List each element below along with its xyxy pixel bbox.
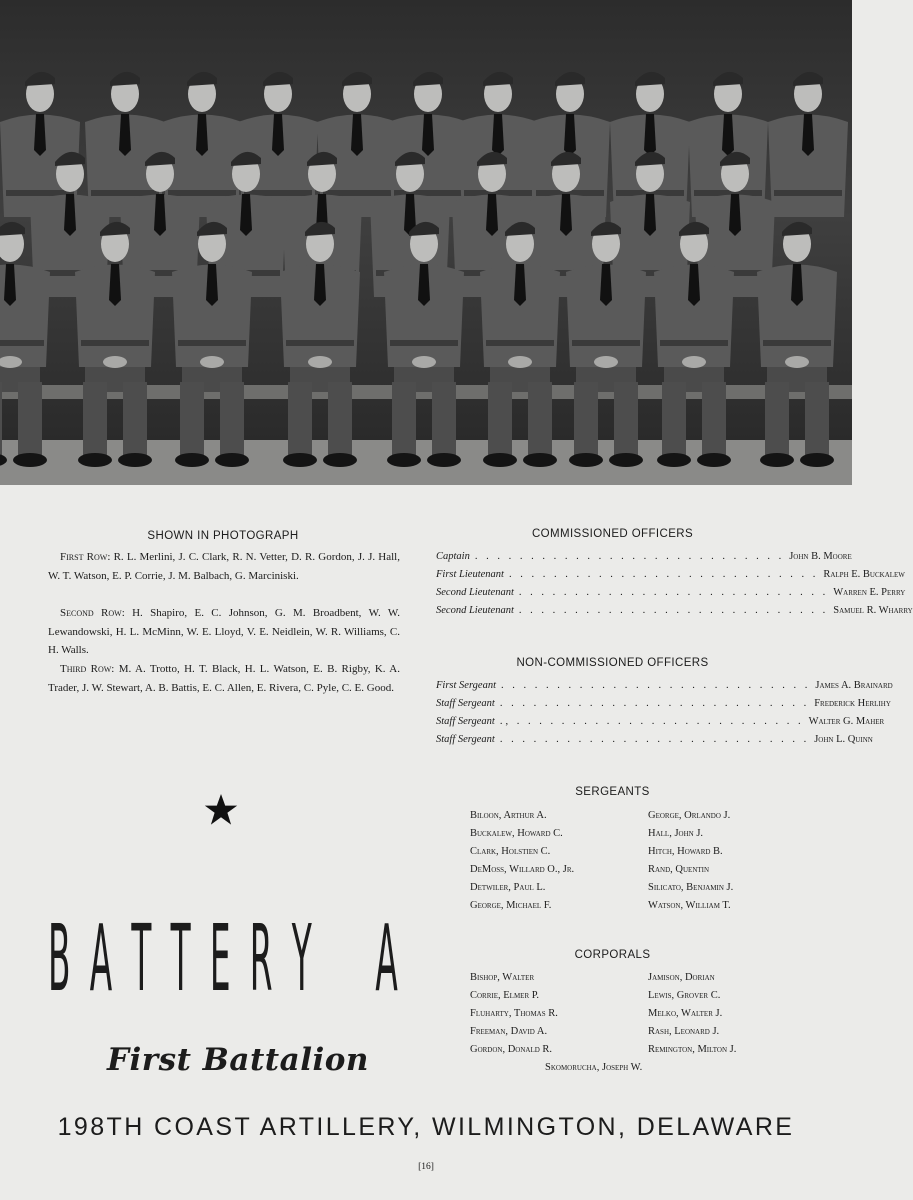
- leader-dots: . . . . . . . . . . . . . . . . . . . . . . . . . . . .: [508, 569, 819, 580]
- title-letter: A: [89, 906, 113, 1013]
- list-item: Biloon, Arthur A.: [470, 810, 547, 821]
- list-item: Corrie, Elmer P.: [470, 990, 540, 1001]
- title-letter: Y: [291, 906, 312, 1013]
- leader-dots: . . . . . . . . . . . . . . . . . . . . . . . . . . . .: [518, 605, 829, 616]
- second-row-label: Second Row:: [60, 607, 125, 619]
- third-row-label: Third Row:: [60, 663, 115, 675]
- title-letter: T: [131, 906, 152, 1013]
- list-item: Freeman, David A.: [470, 1026, 548, 1037]
- list-item: Bishop, Walter: [470, 972, 535, 983]
- list-item: Fluharty, Thomas R.: [470, 1008, 558, 1019]
- rank-title: Staff Sergeant: [436, 698, 495, 709]
- leader-dots: . . . . . . . . . . . . . . . . . . . . . . . . . . . .: [499, 734, 810, 745]
- officer-name: Samuel R. Wharry: [833, 605, 913, 616]
- second-row-names: H. Shapiro, E. C. Johnson, G. M. Broadbent, W. W. Lewandowski, H. L. McMinn, W. E. Lloyd, V. E. Neidlein, W. R. Williams, C. H. Walls.: [48, 607, 400, 656]
- non-commissioned-officers-heading: NON-COMMISSIONED OFFICERS: [516, 657, 709, 669]
- leader-dots: . . . . . . . . . . . . . . . . . . . . . . . . . . . .: [518, 587, 829, 598]
- officer-name: Warren E. Perry: [833, 587, 906, 598]
- rank-title: Staff Sergeant: [436, 734, 495, 745]
- group-photograph: [0, 0, 852, 485]
- commissioned-officers-heading: COMMISSIONED OFFICERS: [531, 528, 694, 540]
- roster-entry: [436, 698, 891, 716]
- battery-a-title: [48, 906, 398, 1013]
- title-letter: T: [170, 906, 191, 1013]
- sergeants-right-column: [648, 810, 733, 918]
- list-item: Melko, Walter J.: [648, 1008, 723, 1019]
- list-item: Watson, William T.: [648, 900, 731, 911]
- corporals-left-column: [470, 972, 558, 1062]
- sergeants-left-column: [470, 810, 574, 918]
- officer-name: James A. Brainard: [815, 680, 893, 691]
- third-row-names: M. A. Trotto, H. T. Black, H. L. Watson, E. B. Rigby, K. A. Trader, J. W. Stewart, A. B. Battis, E. C. Allen, E. Rivera, C. Pyle, C. E. Good.: [48, 663, 400, 694]
- officer-name: John L. Quinn: [814, 734, 873, 745]
- second-row-caption: [48, 604, 400, 660]
- roster-entry: [436, 716, 885, 734]
- list-item: Clark, Holstien C.: [470, 846, 551, 857]
- unit-footer-title: 198TH COAST ARTILLERY, WILMINGTON, DELAWARE: [57, 1113, 795, 1141]
- list-item: George, Michael F.: [470, 900, 552, 911]
- roster-entry: [436, 734, 873, 752]
- corporals-heading: CORPORALS: [574, 949, 651, 961]
- commissioned-officers-list: [436, 551, 913, 623]
- officer-name: John B. Moore: [789, 551, 852, 562]
- list-item: Hall, John J.: [648, 828, 704, 839]
- list-item: Buckalew, Howard C.: [470, 828, 563, 839]
- soldier-figure: [162, 72, 242, 217]
- page-number: [16]: [418, 1162, 434, 1172]
- list-item: Lewis, Grover C.: [648, 990, 721, 1001]
- rank-title: Second Lieutenant: [436, 605, 514, 616]
- list-item: Remington, Milton J.: [648, 1044, 737, 1055]
- sergeants-heading: SERGEANTS: [575, 786, 650, 798]
- rank-title: Second Lieutenant: [436, 587, 514, 598]
- list-item: Detwiler, Paul L.: [470, 882, 546, 893]
- list-item: Hitch, Howard B.: [648, 846, 723, 857]
- soldier-figure: [768, 72, 848, 217]
- roster-entry: [436, 605, 913, 623]
- list-item: Gordon, Donald R.: [470, 1044, 553, 1055]
- leader-dots: ., . . . . . . . . . . . . . . . . . . . . . . . . . .: [499, 716, 804, 727]
- corporals-last-entry: Skomorucha, Joseph W.: [545, 1062, 643, 1073]
- list-item: Rash, Leonard J.: [648, 1026, 720, 1037]
- officer-name: Ralph E. Buckalew: [823, 569, 905, 580]
- list-item: Silicato, Benjamin J.: [648, 882, 734, 893]
- title-letter: [331, 912, 356, 1006]
- leader-dots: . . . . . . . . . . . . . . . . . . . . . . . . . . . .: [500, 680, 811, 691]
- third-row-caption: [48, 660, 400, 697]
- title-letter: B: [48, 906, 71, 1013]
- officer-name: Walter G. Maher: [808, 716, 885, 727]
- title-letter: E: [209, 906, 231, 1013]
- photo-figures: [0, 0, 852, 485]
- roster-entry: [436, 680, 893, 698]
- corporals-right-column: [648, 972, 736, 1062]
- list-item: Rand, Quentin: [648, 864, 710, 875]
- rank-title: Captain: [436, 551, 470, 562]
- shown-in-photograph-heading: SHOWN IN PHOTOGRAPH: [147, 530, 299, 542]
- leader-dots: . . . . . . . . . . . . . . . . . . . . . . . . . . . .: [474, 551, 785, 562]
- first-row-label: First Row:: [60, 551, 111, 563]
- roster-entry: [436, 551, 852, 569]
- first-row-caption: [48, 548, 400, 585]
- title-letter: R: [249, 906, 273, 1013]
- list-item: George, Orlando J.: [648, 810, 731, 821]
- roster-entry: [436, 569, 905, 587]
- star-icon: [204, 793, 238, 827]
- list-item: DeMoss, Willard O., Jr.: [470, 864, 575, 875]
- non-commissioned-officers-list: [436, 680, 893, 752]
- officer-name: Frederick Herlihy: [814, 698, 891, 709]
- list-item: Jamison, Dorian: [648, 972, 715, 983]
- first-battalion-subtitle: First Battalion: [107, 1042, 369, 1078]
- leader-dots: . . . . . . . . . . . . . . . . . . . . . . . . . . . .: [499, 698, 810, 709]
- title-letter: A: [375, 906, 398, 1013]
- first-row-names: R. L. Merlini, J. C. Clark, R. N. Vetter, D. R. Gordon, J. J. Hall, W. T. Watson, E. P. Corrie, J. M. Balbach, G. Marciniski.: [48, 551, 400, 582]
- rank-title: First Lieutenant: [436, 569, 504, 580]
- rank-title: First Sergeant: [436, 680, 496, 691]
- roster-entry: [436, 587, 906, 605]
- rank-title: Staff Sergeant: [436, 716, 495, 727]
